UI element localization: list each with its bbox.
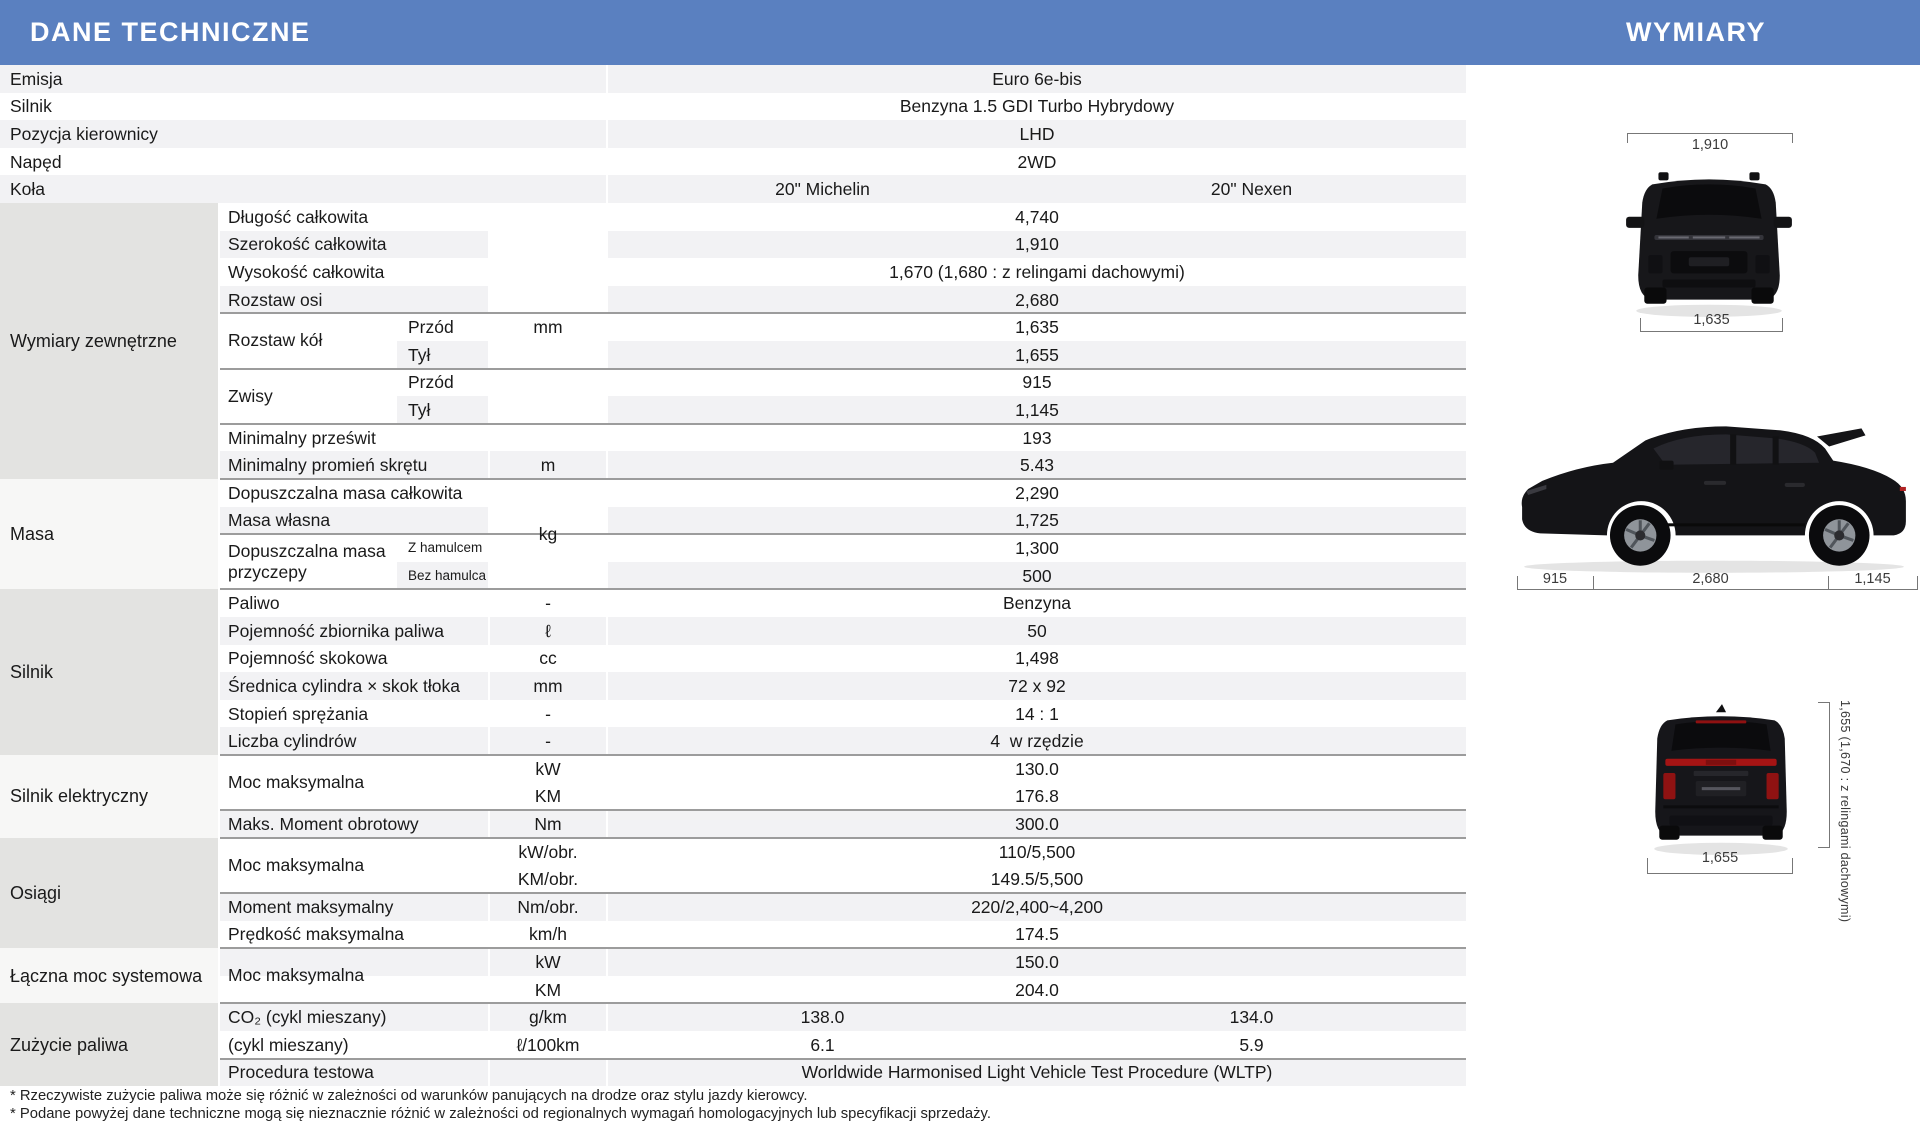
spec-sub-label: Bez hamulca xyxy=(408,567,487,583)
spec-label: Silnik xyxy=(10,96,52,117)
spec-value: 72 x 92 xyxy=(1008,675,1066,696)
spec-value: 1,300 xyxy=(1015,537,1059,558)
spec-unit: ℓ xyxy=(545,620,551,641)
spec-label: Masa własna xyxy=(228,510,331,531)
spec-label: CO₂ (cykl mieszany) xyxy=(228,1007,387,1028)
category-label: Masa xyxy=(10,524,55,545)
dimension-label-front-width: 1,910 xyxy=(1691,137,1729,153)
spec-value: Worldwide Harmonised Light Vehicle Test Procedure (WLTP) xyxy=(801,1062,1273,1083)
spec-value: 300.0 xyxy=(1015,813,1059,834)
dimension-label-front-overhang: 915 xyxy=(1542,571,1568,587)
spec-value: 4 w rzędzie xyxy=(990,731,1084,752)
spec-label: Rozstaw osi xyxy=(228,289,323,310)
spec-label: Moc maksymalna xyxy=(228,965,365,986)
spec-label: Moc maksymalna xyxy=(228,854,365,875)
spec-value: 220/2,400~4,200 xyxy=(971,896,1103,917)
column-divider xyxy=(395,341,397,369)
column-divider xyxy=(395,369,397,397)
spec-value: 4,740 xyxy=(1015,206,1059,227)
spec-value: LHD xyxy=(1019,123,1055,144)
dimension-label-wheelbase: 2,680 xyxy=(1692,571,1729,587)
dimension-label-rear-track: 1,655 xyxy=(1701,850,1739,866)
spec-label: Napęd xyxy=(10,151,62,172)
spec-label: Minimalny promień skrętu xyxy=(228,455,428,476)
category-label: Silnik elektryczny xyxy=(10,786,149,807)
spec-value: 204.0 xyxy=(1015,979,1059,1000)
spec-value: 20" Nexen xyxy=(1210,179,1293,200)
spec-unit: KM/obr. xyxy=(517,869,579,890)
spec-label: Zwisy xyxy=(228,385,273,406)
spec-label: Koła xyxy=(10,179,46,200)
spec-unit: mm xyxy=(533,317,563,338)
spec-value: 2,290 xyxy=(1015,482,1059,503)
spec-value: 150.0 xyxy=(1015,951,1059,972)
spec-unit: Nm/obr. xyxy=(517,896,579,917)
spec-unit: KM xyxy=(534,979,562,1000)
spec-label: Moment maksymalny xyxy=(228,896,394,917)
spec-label: Procedura testowa xyxy=(228,1062,374,1083)
category-label: Silnik xyxy=(10,662,54,683)
spec-label: Minimalny prześwit xyxy=(228,427,376,448)
spec-sub-label: Z hamulcem xyxy=(408,539,483,555)
spec-value: 1,498 xyxy=(1015,648,1059,669)
spec-label: Średnica cylindra × skok tłoka xyxy=(228,675,460,696)
spec-unit: - xyxy=(545,593,551,614)
spec-unit: m xyxy=(540,455,556,476)
spec-label: Pojemność zbiornika paliwa xyxy=(228,620,444,641)
dimension-bracket-rear-height xyxy=(1818,702,1830,848)
spec-value: Benzyna xyxy=(1002,593,1072,614)
spec-value: 1,910 xyxy=(1015,234,1059,255)
spec-value: 50 xyxy=(1027,620,1047,641)
spec-unit: kg xyxy=(538,524,558,545)
spec-value: 14 : 1 xyxy=(1015,703,1059,724)
spec-value: 110/5,500 xyxy=(998,841,1076,862)
spec-label: Moc maksymalna xyxy=(228,772,365,793)
spec-value: 20" Michelin xyxy=(775,179,870,200)
spec-value: 174.5 xyxy=(1015,924,1059,945)
dimension-bracket-rear-bottom xyxy=(1647,858,1793,874)
spec-value: 2,680 xyxy=(1015,289,1059,310)
dimension-bracket-front-bottom xyxy=(1640,318,1783,332)
column-divider xyxy=(395,562,397,590)
spec-label: Pojemność skokowa xyxy=(228,648,388,669)
spec-unit: cc xyxy=(539,648,557,669)
spec-unit: Nm xyxy=(534,813,562,834)
spec-value: 130.0 xyxy=(1015,758,1059,779)
spec-value: 915 xyxy=(1022,372,1052,393)
spec-label: Paliwo xyxy=(228,593,280,614)
footnote: * Rzeczywiste zużycie paliwa może się różnić w zależności od warunków panujących na drodze oraz stylu jazdy kierowcy. xyxy=(10,1088,808,1104)
spec-value: 1,670 (1,680 : z relingami dachowymi) xyxy=(889,261,1185,282)
spec-label: Maks. Moment obrotowy xyxy=(228,813,419,834)
spec-label: Stopień sprężania xyxy=(228,703,369,724)
spec-unit: g/km xyxy=(529,1007,567,1028)
spec-label: Dopuszczalna masa przyczepy xyxy=(228,540,386,582)
spec-unit: km/h xyxy=(529,924,567,945)
spec-value: Euro 6e-bis xyxy=(992,68,1082,89)
spec-value: 5.9 xyxy=(1239,1034,1264,1055)
spec-unit: - xyxy=(545,731,551,752)
spec-unit: KM xyxy=(534,786,562,807)
spec-label: Liczba cylindrów xyxy=(228,731,357,752)
spec-value: Benzyna 1.5 GDI Turbo Hybrydowy xyxy=(899,96,1175,117)
spec-unit: kW xyxy=(535,951,561,972)
spec-value: 1,145 xyxy=(1015,399,1059,420)
header-bar xyxy=(0,0,1920,65)
dimension-label-front-track: 1,635 xyxy=(1693,312,1730,328)
spec-label: Pozycja kierownicy xyxy=(10,123,158,144)
column-divider xyxy=(395,396,397,424)
spec-label: Wysokość całkowita xyxy=(228,261,385,282)
dimension-label-rear-overhang: 1,145 xyxy=(1854,571,1891,587)
spec-sub-label: Przód xyxy=(408,317,454,338)
category-label: Wymiary zewnętrzne xyxy=(10,331,177,351)
spec-label: Rozstaw kół xyxy=(228,330,323,351)
car-rear-view-image xyxy=(1635,696,1807,858)
spec-label: (cykl mieszany) xyxy=(228,1034,349,1055)
spec-unit: - xyxy=(545,703,551,724)
spec-value: 5.43 xyxy=(1019,455,1055,476)
spec-value: 138.0 xyxy=(800,1007,845,1028)
spec-unit: ℓ/100km xyxy=(516,1034,580,1055)
dimensions-title: WYMIARY xyxy=(1626,17,1766,47)
car-side-view-image xyxy=(1512,402,1916,584)
category-label: Osiągi xyxy=(10,882,62,903)
spec-sub-label: Tył xyxy=(408,344,431,365)
spec-sub-label: Tył xyxy=(408,399,431,420)
spec-value: 193 xyxy=(1022,427,1052,448)
car-front-view-image xyxy=(1618,158,1800,320)
spec-label: Szerokość całkowita xyxy=(228,234,387,255)
spec-unit: mm xyxy=(533,675,563,696)
footnote: * Podane powyżej dane techniczne mogą się nieznacznie różnić w zależności od regionalnych wymagań homologacyjnych lub specyfikacji sprzedaży. xyxy=(10,1106,991,1122)
spec-unit: kW xyxy=(535,758,561,779)
spec-value: 134.0 xyxy=(1229,1007,1274,1028)
page-title: DANE TECHNICZNE xyxy=(30,17,311,47)
column-divider xyxy=(395,534,397,562)
spec-value: 176.8 xyxy=(1015,786,1059,807)
spec-value: 6.1 xyxy=(810,1034,835,1055)
spec-value: 1,725 xyxy=(1015,510,1059,531)
spec-value: 2WD xyxy=(1017,151,1057,172)
category-label: Łączna moc systemowa xyxy=(10,965,203,986)
spec-value: 1,635 xyxy=(1015,317,1059,338)
spec-label: Emisja xyxy=(10,68,63,89)
category-label: Zużycie paliwa xyxy=(10,1034,129,1055)
column-divider xyxy=(395,313,397,341)
dimension-label-height: 1,655 (1,670 : z relingami dachowymi) xyxy=(1838,700,1852,923)
spec-value: 500 xyxy=(1022,565,1052,586)
spec-label: Długość całkowita xyxy=(228,206,369,227)
spec-value: 1,655 xyxy=(1015,344,1059,365)
spec-label: Dopuszczalna masa całkowita xyxy=(228,482,463,503)
spec-value: 149.5/5,500 xyxy=(990,869,1084,890)
spec-sub-label: Przód xyxy=(408,372,454,393)
spec-unit: kW/obr. xyxy=(518,841,578,862)
spec-label: Prędkość maksymalna xyxy=(228,924,405,945)
